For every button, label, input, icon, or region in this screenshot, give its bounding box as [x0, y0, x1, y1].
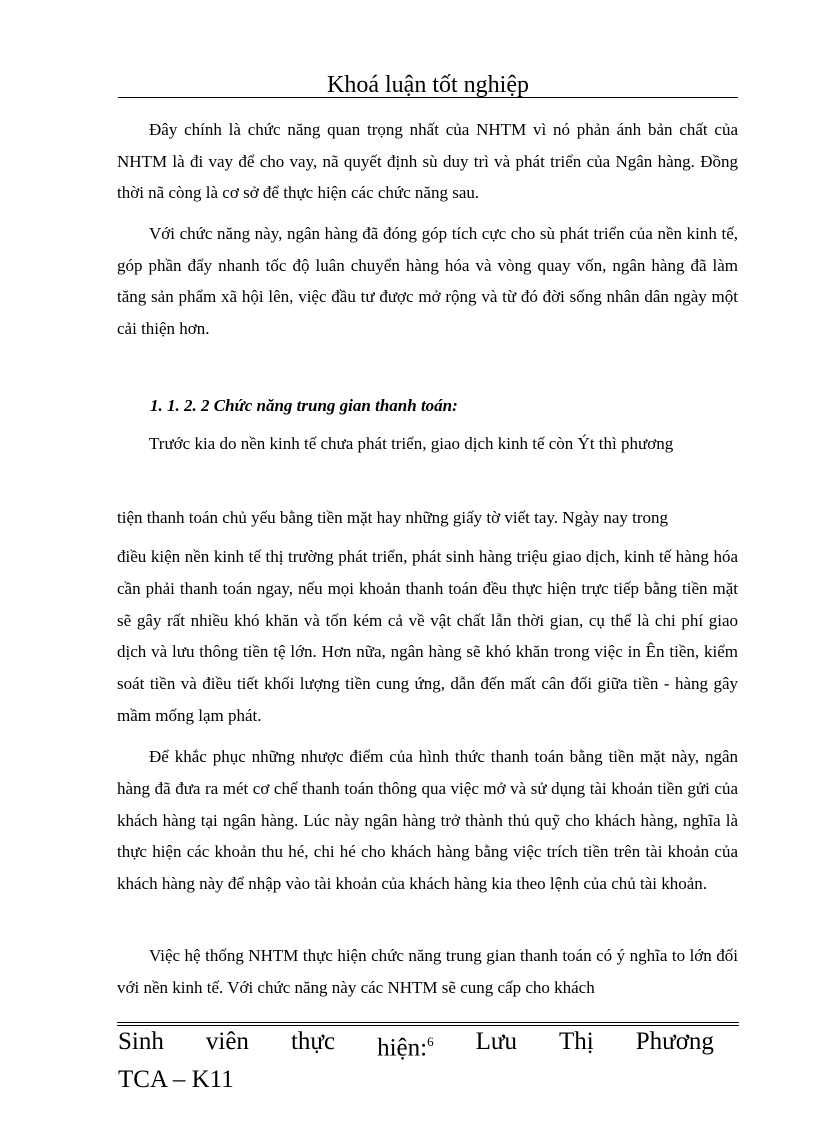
- footer-word-with-page: [377, 1026, 434, 1064]
- footer-rule-top: [117, 1022, 739, 1023]
- paragraph-1: Đây chính là chức năng quan trọng nhất của NHTM vì nó phản ánh bản chất của NHTM là đi vay để cho vay, nã quyết định sù duy trì và phát triển của Ngân hàng. Đồng thời nã còng là cơ sở để thực hiện các chức năng sau.: [117, 120, 738, 202]
- footer-word: Phương: [635, 1028, 714, 1055]
- footer-class-line: TCA – K11: [118, 1066, 234, 1094]
- footer-word: Thị: [558, 1028, 594, 1055]
- footer-word: hiện:: [377, 1034, 428, 1062]
- section-heading: 1. 1. 2. 2 Chức năng trung gian thanh toán:: [150, 396, 458, 415]
- footer-author-line: [118, 1026, 714, 1064]
- paragraph-4: Để khắc phục những nhược điểm của hình thức thanh toán bằng tiền mặt này, ngân hàng đã đưa ra mét cơ chế thanh toán thông qua việc mở và sử dụng tài khoản tiền gửi của khách hàng tại ngân hàng. Lúc này ngân hàng trở thành thủ quỹ cho khách hàng, nghĩa là thực hiện các khoản thu hé, chi hé cho khách hàng bằng việc trích tiền trên tài khoản của khách hàng này để nhập vào tài khoản của khách hàng kia theo lệnh của chủ tài khoản.: [117, 747, 738, 894]
- footer-word: Lưu: [475, 1028, 517, 1055]
- paragraph-3-line-2: tiện thanh toán chủ yếu bằng tiền mặt hay những giấy tờ viết tay. Ngày nay trong: [117, 508, 669, 527]
- page-header-title: Khoá luận tốt nghiệp: [327, 72, 529, 98]
- footer-word: viên: [205, 1028, 249, 1055]
- header-rule: [118, 97, 738, 98]
- paragraph-3-line-1: Trước kia do nền kinh tế chưa phát triển, giao dịch kinh tế còn Ýt thì phương: [149, 434, 674, 453]
- paragraph-3-body: điều kiện nền kinh tế thị trường phát triển, phát sinh hàng triệu giao dịch, kinh tế hàng hóa cần phải thanh toán ngay, nếu mọi khoản thanh toán đều thực hiện trực tiếp bằng tiền mặt sẽ gây rất nhiều khó khăn và tốn kém cả về vật chất lẫn thời gian, cụ thể là chi phí giao dịch và lưu thông tiền tệ lớn. Hơn nữa, ngân hàng sẽ khó khăn trong việc in Ên tiền, kiểm soát tiền và điều tiết khối lượng tiền cung ứng, dẫn đến mất cân đối giữa tiền - hàng gây mầm mống lạm phát.: [117, 547, 738, 725]
- paragraph-5: Việc hệ thống NHTM thực hiện chức năng trung gian thanh toán có ý nghĩa to lớn đối với nền kinh tế. Với chức năng này các NHTM sẽ cung cấp cho khách: [117, 946, 738, 997]
- page-footer: [118, 1026, 714, 1096]
- paragraph-2: Với chức năng này, ngân hàng đã đóng góp tích cực cho sù phát triển của nền kinh tế, góp phần đẩy nhanh tốc độ luân chuyển hàng hóa và vòng quay vốn, ngân hàng đã làm tăng sản phẩm xã hội lên, việc đầu tư được mở rộng và từ đó đời sống nhân dân ngày một cải thiện hơn.: [117, 224, 738, 338]
- footer-word: thực: [290, 1028, 336, 1055]
- page-number: 6: [427, 1034, 434, 1049]
- footer-word: Sinh: [118, 1028, 164, 1055]
